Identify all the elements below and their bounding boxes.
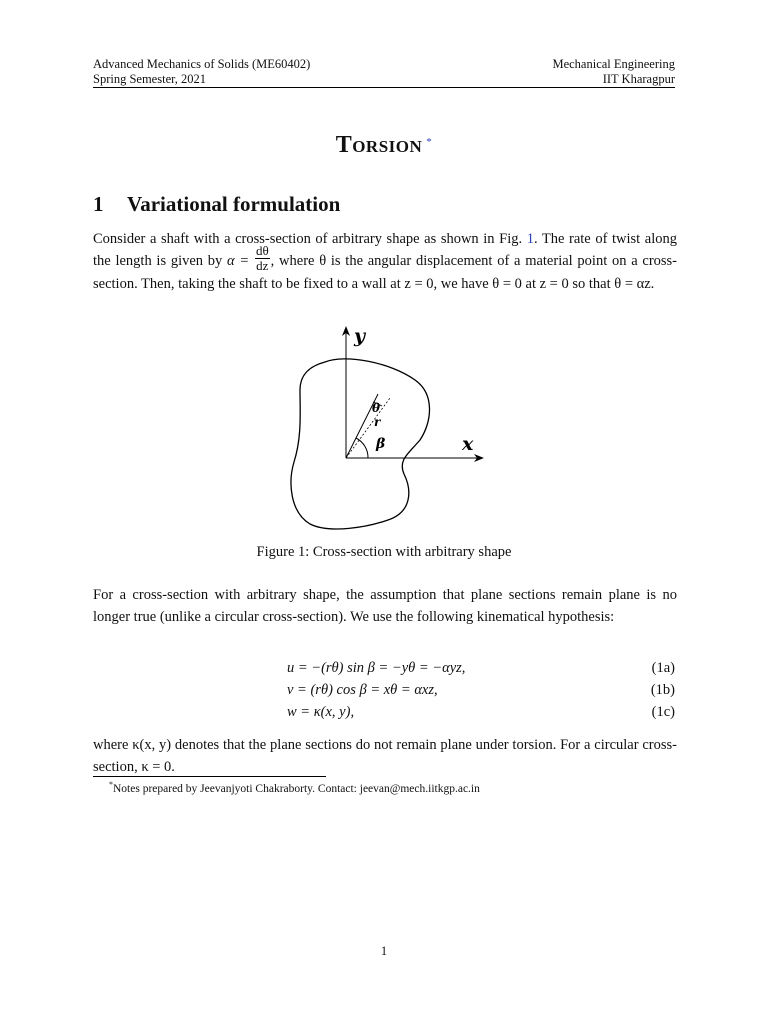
institute: IIT Kharagpur	[602, 72, 675, 86]
department: Mechanical Engineering	[552, 57, 675, 71]
semester: Spring Semester, 2021	[93, 72, 207, 86]
page-number: 1	[380, 944, 388, 958]
r-label: r	[374, 415, 381, 429]
section-title: Variational formulation	[127, 192, 341, 216]
cross-section-figure	[270, 322, 500, 534]
alpha-definition: α =	[227, 253, 250, 269]
fraction-denominator: dz	[256, 258, 269, 274]
figure-reference-link[interactable]: 1	[526, 231, 534, 247]
footnote-text: Notes prepared by Jeevanjyoti Chakraborty. Contact: jeevan@mech.iitkgp.ac.in	[113, 782, 480, 795]
course-name: Advanced Mechanics of Solids (ME60402)	[93, 57, 311, 71]
theta-label: θ	[372, 401, 381, 415]
x-axis-label: x	[462, 433, 474, 455]
paragraph-hypothesis: For a cross-section with arbitrary shape, the assumption that plane sections remain plane is no longer true (unlike a circular cross-section). We use the following kinematical hypothesis:	[93, 587, 677, 625]
text-run: . The rate of twist along the length is given by	[93, 231, 677, 269]
title-text: Torsion	[335, 132, 423, 158]
y-axis-label: y	[354, 325, 366, 347]
page-title	[0, 132, 768, 159]
fraction-numerator: dθ	[255, 243, 269, 259]
equation-label-1a: (1a)	[651, 660, 675, 676]
figure-caption: Figure 1: Cross-section with arbitrary shape	[256, 544, 512, 560]
footnote-mark: *	[109, 780, 113, 789]
equation-label-1b: (1b)	[650, 682, 675, 698]
equation-label-1c: (1c)	[651, 704, 675, 720]
beta-arc	[356, 438, 368, 458]
title-footnote-link[interactable]: *	[426, 136, 433, 148]
fraction	[255, 244, 270, 273]
equation-1b	[287, 682, 438, 699]
equation-text: u = −(rθ) sin β = −yθ = −αyz,	[287, 660, 466, 676]
paragraph-intro	[93, 228, 677, 295]
section-heading	[93, 192, 340, 217]
equation-1c	[287, 704, 354, 721]
beta-label: β	[376, 436, 386, 452]
equation-text: v = (rθ) cos β = xθ = αxz,	[287, 682, 438, 698]
header-rule	[93, 87, 675, 88]
equation-text: w = κ(x, y),	[287, 704, 355, 720]
text-run: Consider a shaft with a cross-section of arbitrary shape as shown in Fig.	[93, 231, 527, 247]
paragraph-warping: where κ(x, y) denotes that the plane sections do not remain plane under torsion. For a circular cross-section, κ = 0.	[93, 737, 677, 775]
cross-section-outline	[291, 359, 429, 529]
header-left	[93, 57, 310, 87]
footnote-rule	[93, 776, 326, 777]
equation-1a	[287, 660, 465, 677]
text-run: , where θ is the angular displacement of a material point on a cross-section. Then, taking the shaft to be fixed to a wall at z = 0, we have θ = 0 at z = 0 so that θ = αz.	[93, 253, 678, 293]
header-right	[552, 57, 675, 87]
section-number: 1	[93, 192, 104, 216]
footnote	[109, 780, 480, 795]
